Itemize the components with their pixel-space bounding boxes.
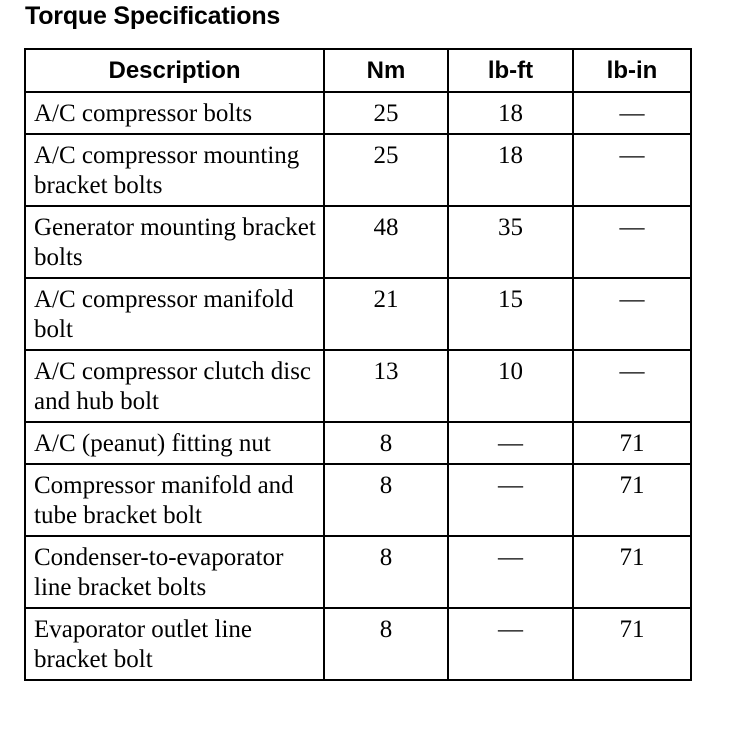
cell-lb-ft: 15	[448, 278, 573, 350]
cell-lb-ft: —	[448, 608, 573, 680]
cell-lb-in: —	[573, 134, 691, 206]
cell-description: Evaporator outlet line bracket bolt	[25, 608, 324, 680]
column-header-lb-ft: lb-ft	[448, 49, 573, 92]
page-title: Torque Specifications	[25, 2, 281, 30]
table-row	[25, 464, 691, 536]
cell-description: A/C compressor manifold bolt	[25, 278, 324, 350]
table-row	[25, 536, 691, 608]
cell-lb-ft: —	[448, 422, 573, 464]
torque-spec-table	[24, 48, 692, 681]
cell-description: A/C compressor clutch disc and hub bolt	[25, 350, 324, 422]
header-row	[25, 49, 691, 92]
cell-lb-in: —	[573, 278, 691, 350]
table-row	[25, 608, 691, 680]
cell-lb-in: —	[573, 92, 691, 134]
cell-nm: 8	[324, 464, 448, 536]
cell-nm: 25	[324, 92, 448, 134]
cell-lb-in: 71	[573, 608, 691, 680]
cell-description: A/C compressor mounting bracket bolts	[25, 134, 324, 206]
column-header-nm: Nm	[324, 49, 448, 92]
table-row	[25, 92, 691, 134]
table-row	[25, 278, 691, 350]
cell-lb-in: —	[573, 206, 691, 278]
cell-lb-in: 71	[573, 422, 691, 464]
cell-lb-in: 71	[573, 464, 691, 536]
cell-lb-ft: 18	[448, 92, 573, 134]
cell-nm: 21	[324, 278, 448, 350]
cell-lb-in: 71	[573, 536, 691, 608]
cell-description: Condenser-to-evaporator line bracket bolts	[25, 536, 324, 608]
table-row	[25, 350, 691, 422]
column-header-lb-in: lb-in	[573, 49, 691, 92]
cell-nm: 8	[324, 536, 448, 608]
cell-lb-in: —	[573, 350, 691, 422]
table-row	[25, 134, 691, 206]
cell-description: A/C compressor bolts	[25, 92, 324, 134]
cell-nm: 13	[324, 350, 448, 422]
cell-nm: 25	[324, 134, 448, 206]
cell-nm: 8	[324, 422, 448, 464]
cell-lb-ft: 35	[448, 206, 573, 278]
cell-lb-ft: —	[448, 464, 573, 536]
cell-nm: 8	[324, 608, 448, 680]
cell-description: Generator mounting bracket bolts	[25, 206, 324, 278]
cell-lb-ft: 18	[448, 134, 573, 206]
column-header-description: Description	[25, 49, 324, 92]
cell-lb-ft: —	[448, 536, 573, 608]
table-row	[25, 422, 691, 464]
table-row	[25, 206, 691, 278]
cell-lb-ft: 10	[448, 350, 573, 422]
cell-description: Compressor manifold and tube bracket bolt	[25, 464, 324, 536]
cell-description: A/C (peanut) fitting nut	[25, 422, 324, 464]
cell-nm: 48	[324, 206, 448, 278]
